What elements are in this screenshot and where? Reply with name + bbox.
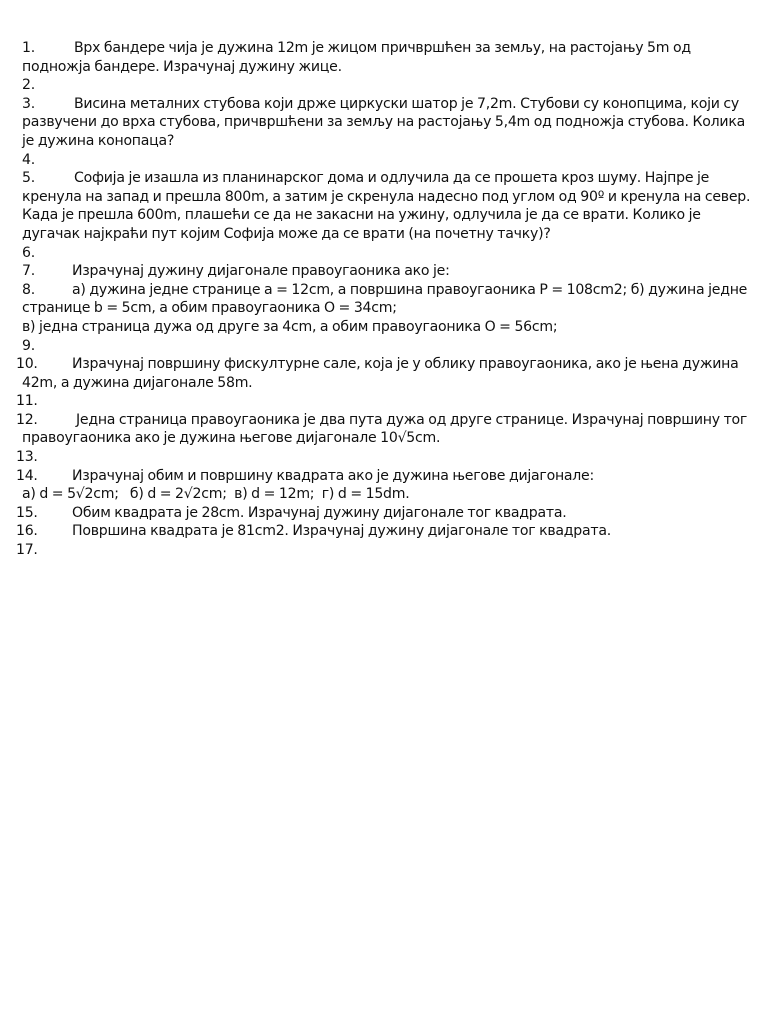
item-number: 7. [22,263,35,280]
line-4 [22,95,750,114]
document-page [16,39,751,560]
line-text: Када је прешла 600m, плашећи се да не закасни на ужину, одлучила је да се врати. Колико је [22,207,701,224]
line-19 [22,374,750,393]
line-3 [22,76,750,95]
line-text: Врх бандере чија је дужина 12m је жицом причвршћен за земљу, на растојању 5m од [74,40,691,56]
line-16 [22,318,750,337]
line-10 [22,206,750,225]
line-text: странице b = 5cm, а обим правоугаоника O = 34cm; [22,300,397,317]
line-12 [22,244,750,263]
line-22 [22,429,750,448]
line-5 [22,113,750,132]
line-25 [22,485,750,504]
line-17 [22,337,750,356]
item-number: 10. [16,356,38,373]
line-28 [16,541,750,560]
line-text: дугачак најкраћи пут којим Софија може да се врати (на почетну тачку)? [22,225,551,242]
item-number: 12. [16,411,38,428]
item-number: 17. [16,542,38,559]
line-15 [22,299,750,318]
item-number: 14. [16,467,38,484]
item-number: 9. [22,337,35,354]
item-number: 15. [16,504,38,521]
line-7 [22,151,750,170]
line-23 [16,448,750,467]
line-text: развучени до врха стубова, причвршћени за земљу на растојању 5,4m од подножја стубова. Колика [22,114,745,131]
line-27 [16,522,750,541]
line-2 [22,58,750,77]
line-text: а) d = 5√2cm; б) d = 2√2cm; в) d = 12m; г) d = 15dm. [22,486,410,503]
line-text: Израчунај површину фискултурне сале, која је у облику правоугаоника, ако је њена дужина [72,356,739,373]
line-text: Једна страница правоугаоника је два пута дужа од друге странице. Израчунај површину тог [76,411,748,428]
line-11 [22,225,750,244]
line-text: кренула на запад и прешла 800m, а затим је скренула надесно под углом од 90º и кренула на север. [22,188,751,205]
line-14 [22,281,750,300]
line-24 [16,467,750,486]
line-20 [16,392,750,411]
line-9 [22,188,750,207]
item-number: 4. [22,151,35,168]
line-text: Израчунај дужину дијагонале правоугаоника ако је: [72,263,450,280]
item-number: 8. [22,281,35,298]
line-8 [22,169,750,188]
item-number: 16. [16,523,38,540]
line-26 [16,504,750,523]
item-number: 2. [22,77,35,94]
line-text: Висина металних стубова који држе циркуски шатор је 7,2m. Стубови су конопцима, који су [74,95,740,112]
line-text: Израчунај обим и површину квадрата ако је дужина његове дијагонале: [72,467,594,484]
line-text: а) дужина једне странице a = 12cm, а површина правоугаоника P = 108cm2; б) дужина једне [72,281,748,298]
item-number: 5. [22,170,35,187]
line-13 [22,262,750,281]
line-text: 42m, а дужина дијагонале 58m. [22,374,253,391]
item-number: 1. [22,40,35,56]
line-text: в) једна страница дужа од друге за 4cm, а обим правоугаоника O = 56cm; [22,318,558,335]
item-number: 3. [22,95,35,112]
line-text: је дужина конопаца? [22,132,175,149]
line-text: Обим квадрата је 28cm. Израчунај дужину дијагонале тог квадрата. [72,504,567,521]
item-number: 11. [16,393,38,410]
line-text: Површина квадрата је 81cm2. Израчунај дужину дијагонале тог квадрата. [72,523,611,540]
item-number: 6. [22,244,35,261]
line-text: правоугаоника ако је дужина његове дијагонале 10√5cm. [22,430,441,447]
item-number: 13. [16,449,38,466]
line-6 [22,132,750,151]
line-text: Софија је изашла из планинарског дома и одлучила да се прошета кроз шуму. Најпре је [74,170,710,187]
line-1 [22,39,750,58]
line-text: подножја бандере. Израчунај дужину жице. [22,58,342,75]
line-21 [16,411,750,430]
line-18 [16,355,750,374]
